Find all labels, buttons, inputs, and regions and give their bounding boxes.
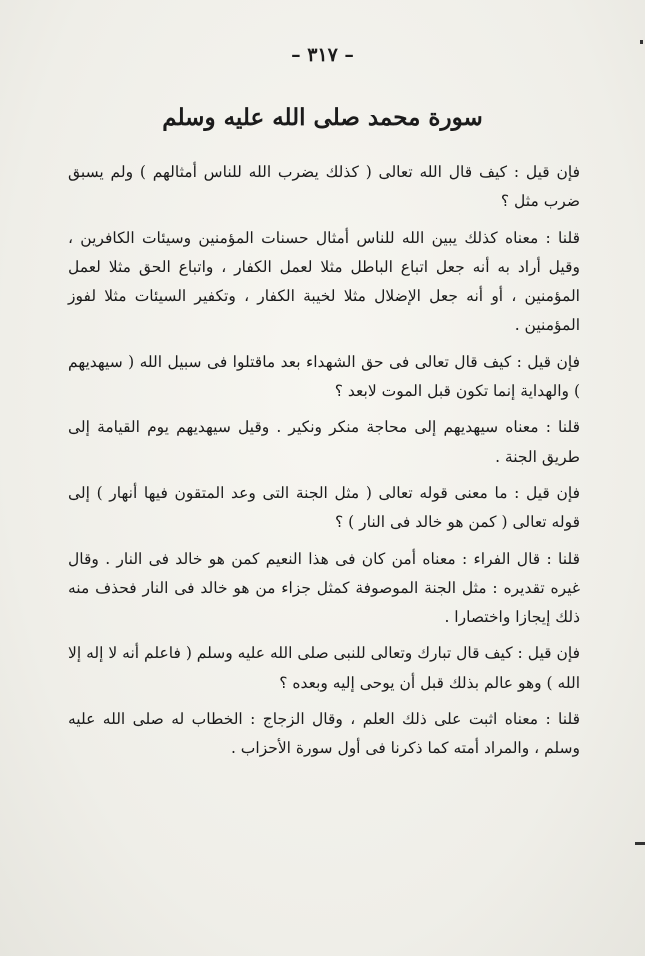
paragraph-question-4: فإن قيل : كيف قال تبارك وتعالى للنبى صلى الله عليه وسلم ( فاعلم أنه لا إله إلا الله ) وهو عالم بذلك قبل أن يوحى إليه وبعده ؟ [68,644,580,692]
paragraph-question-3: فإن قيل : ما معنى قوله تعالى ( مثل الجنة التى وعد المتقون فيها أنهار ) إلى قوله تعالى ( كمن هو خالد فى النار ) ؟ [68,483,580,532]
paragraph-answer-3: قلنا : قال الفراء : معناه أمن كان فى هذا النعيم كمن هو خالد فى النار . وقال غيره تقديره : مثل الجنة الموصوفة كمثل جزاء من هو خالد فى النار فحذف منه ذلك إيجازا واختصارا . [68,549,580,627]
paragraph-question-2: فإن قيل : كيف قال تعالى فى حق الشهداء بعد ماقتلوا فى سبيل الله ( سيهديهم ) والهداية إنما تكون قبل الموت لابعد ؟ [68,352,580,401]
surah-title: سورة محمد صلى الله عليه وسلم [162,104,483,131]
scan-edge-mark-top [640,40,643,44]
paragraph-question-1: فإن قيل : كيف قال الله تعالى ( كذلك يضرب الله للناس أمثالهم ) ولم يسبق ضرب مثل ؟ [68,163,580,211]
paragraph-answer-2: قلنا : معناه سيهديهم إلى محاجة منكر ونكير . وقيل سيهديهم يوم القيامة إلى طريق الجنة . [68,418,580,466]
page-number: – ٣١٧ – [291,44,354,66]
page-body [68,158,580,764]
scan-edge-mark-bottom [635,842,645,845]
paragraph-answer-1: قلنا : معناه كذلك يبين الله للناس أمثال حسنات المؤمنين وسيئات الكافرين ، وقيل أراد به أنه جعل اتباع الباطل مثلا لعمل الكفار ، واتباع الحق مثلا لعمل المؤمنين ، أو أنه جعل الإضلال مثلا لخيبة الكفار ، وتكفير السيئات مثلا لفوز المؤمنين . [68,228,580,335]
paragraph-answer-4: قلنا : معناه اثبت على ذلك العلم ، وقال الزجاج : الخطاب له صلى الله عليه وسلم ، والمراد أمته كما ذكرنا فى أول سورة الأحزاب . [68,710,580,758]
